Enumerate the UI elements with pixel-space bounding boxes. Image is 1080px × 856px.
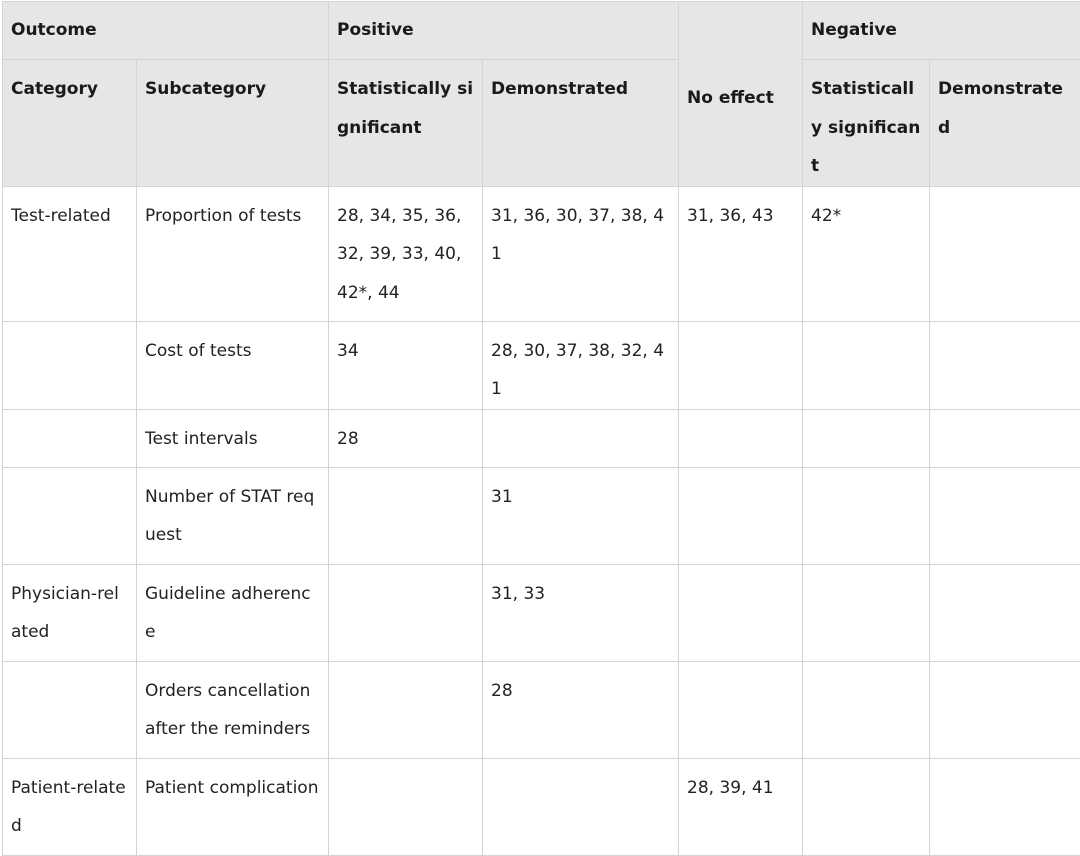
header-no-effect: No effect xyxy=(679,2,803,187)
cell-positive-demonstrated xyxy=(483,758,679,855)
table-row xyxy=(3,661,1080,758)
cell-negative-significant xyxy=(803,564,930,661)
cell-subcategory: Patient complication xyxy=(137,758,329,855)
cell-positive-significant: 34 xyxy=(329,321,483,409)
cell-negative-demonstrated xyxy=(930,467,1080,564)
cell-category: Patient-related xyxy=(3,758,137,855)
cell-positive-demonstrated: 31 xyxy=(483,467,679,564)
cell-subcategory: Cost of tests xyxy=(137,321,329,409)
cell-subcategory: Proportion of tests xyxy=(137,186,329,321)
cell-negative-demonstrated xyxy=(930,758,1080,855)
cell-positive-significant xyxy=(329,564,483,661)
cell-positive-significant xyxy=(329,661,483,758)
cell-negative-significant xyxy=(803,661,930,758)
header-outcome: Outcome xyxy=(3,2,329,60)
table-row xyxy=(3,564,1080,661)
header-negative: Negative xyxy=(803,2,1080,60)
cell-category xyxy=(3,409,137,467)
cell-positive-significant xyxy=(329,467,483,564)
cell-positive-significant: 28 xyxy=(329,409,483,467)
cell-positive-demonstrated: 31, 33 xyxy=(483,564,679,661)
header-category: Category xyxy=(3,60,137,187)
cell-negative-demonstrated xyxy=(930,321,1080,409)
cell-positive-demonstrated: 28 xyxy=(483,661,679,758)
table-row xyxy=(3,321,1080,409)
cell-no-effect xyxy=(679,467,803,564)
cell-negative-demonstrated xyxy=(930,564,1080,661)
cell-category xyxy=(3,321,137,409)
table-row xyxy=(3,186,1080,321)
cell-negative-significant: 42* xyxy=(803,186,930,321)
header-subcategory: Subcategory xyxy=(137,60,329,187)
cell-negative-significant xyxy=(803,467,930,564)
cell-no-effect xyxy=(679,321,803,409)
cell-positive-demonstrated xyxy=(483,409,679,467)
cell-positive-demonstrated: 28, 30, 37, 38, 32, 41 xyxy=(483,321,679,409)
cell-negative-demonstrated xyxy=(930,186,1080,321)
cell-negative-significant xyxy=(803,758,930,855)
cell-category: Test-related xyxy=(3,186,137,321)
cell-negative-significant xyxy=(803,321,930,409)
cell-positive-significant: 28, 34, 35, 36, 32, 39, 33, 40, 42*, 44 xyxy=(329,186,483,321)
header-row-top xyxy=(3,2,1080,60)
cell-no-effect: 31, 36, 43 xyxy=(679,186,803,321)
cell-negative-significant xyxy=(803,409,930,467)
cell-category: Physician-related xyxy=(3,564,137,661)
cell-subcategory: Test intervals xyxy=(137,409,329,467)
cell-no-effect xyxy=(679,409,803,467)
outcomes-table xyxy=(2,1,1080,856)
table-row xyxy=(3,409,1080,467)
cell-subcategory: Number of STAT request xyxy=(137,467,329,564)
cell-negative-demonstrated xyxy=(930,409,1080,467)
cell-no-effect: 28, 39, 41 xyxy=(679,758,803,855)
cell-category xyxy=(3,467,137,564)
cell-subcategory: Orders cancellation after the reminders xyxy=(137,661,329,758)
header-row-sub xyxy=(3,60,1080,187)
cell-positive-significant xyxy=(329,758,483,855)
table-row xyxy=(3,758,1080,855)
cell-category xyxy=(3,661,137,758)
cell-no-effect xyxy=(679,564,803,661)
cell-subcategory: Guideline adherence xyxy=(137,564,329,661)
table-row xyxy=(3,467,1080,564)
header-positive: Positive xyxy=(329,2,679,60)
header-negative-demonstrated: Demonstrated xyxy=(930,60,1080,187)
header-positive-statistically-significant: Statistically significant xyxy=(329,60,483,187)
header-positive-demonstrated: Demonstrated xyxy=(483,60,679,187)
header-negative-statistically-significant: Statistically significant xyxy=(803,60,930,187)
cell-no-effect xyxy=(679,661,803,758)
cell-positive-demonstrated: 31, 36, 30, 37, 38, 41 xyxy=(483,186,679,321)
cell-negative-demonstrated xyxy=(930,661,1080,758)
